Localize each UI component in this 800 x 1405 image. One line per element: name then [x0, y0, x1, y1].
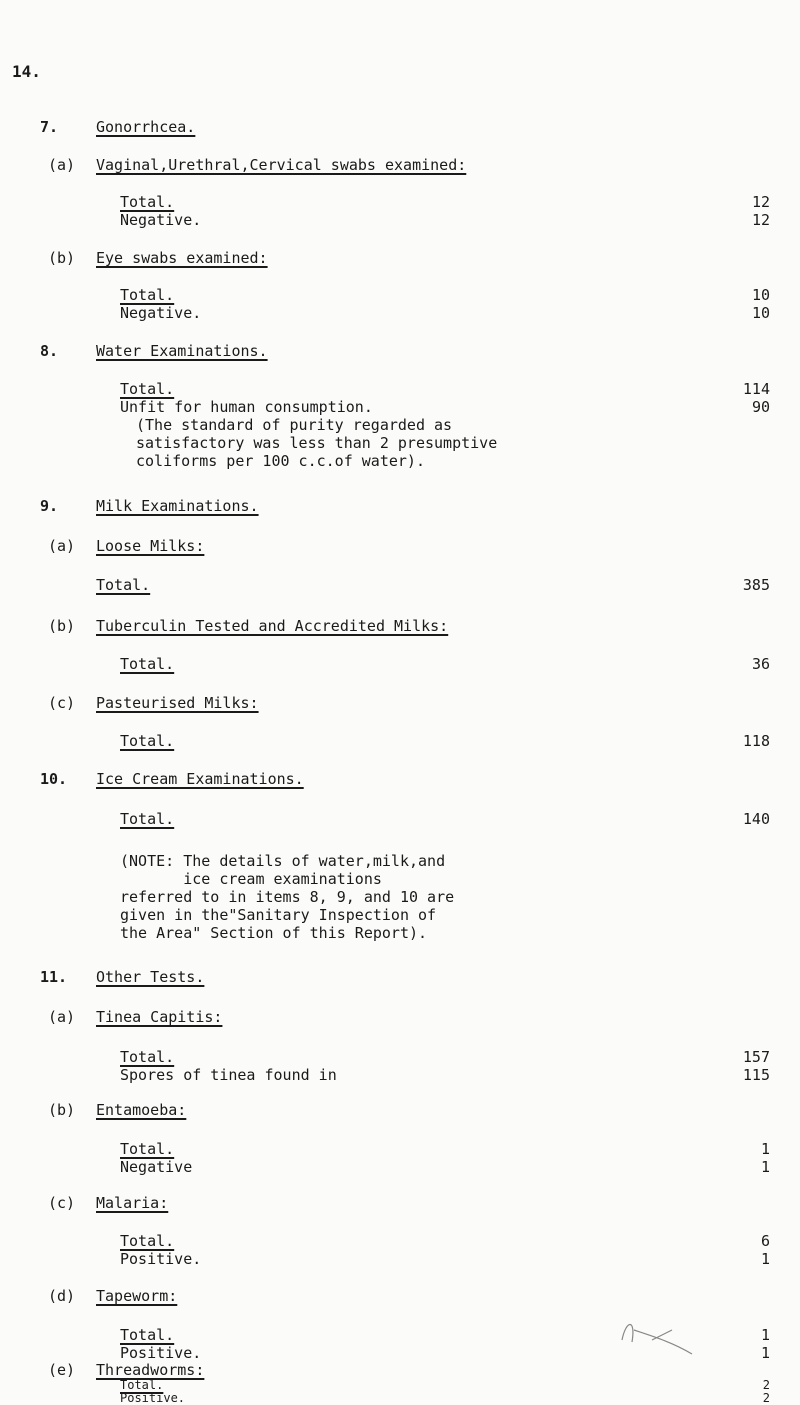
section-8-unfit-value: 90 — [751, 398, 770, 416]
section-10-total-label: Total. — [120, 810, 175, 828]
section-11b-total-value: 1 — [760, 1140, 770, 1158]
section-8-note: (The standard of purity regarded as satisfactory was less than 2 presumptive coliforms per 100 c.c.of water). — [136, 416, 498, 470]
section-11c-total-value: 6 — [760, 1232, 770, 1250]
section-7a-heading: Vaginal,Urethral,Cervical swabs examined: — [96, 156, 467, 174]
section-7b-negative-value: 10 — [751, 304, 770, 322]
section-11d-total-value: 1 — [760, 1326, 770, 1344]
section-9a-heading: Loose Milks: — [96, 537, 205, 555]
section-7b-total-value: 10 — [751, 286, 770, 304]
section-11e-positive-label: Positive. — [120, 1391, 186, 1405]
section-11d-heading: Tapeworm: — [96, 1287, 178, 1305]
section-11d-total-label: Total. — [120, 1326, 175, 1344]
section-11a-spores-label: Spores of tinea found in — [120, 1066, 337, 1084]
section-7a-total-label: Total. — [120, 193, 175, 211]
section-7-number: 7. — [40, 118, 59, 136]
section-11c-heading: Malaria: — [96, 1194, 169, 1212]
section-9a-total-label: Total. — [96, 576, 151, 594]
section-9b-heading: Tuberculin Tested and Accredited Milks: — [96, 617, 449, 635]
section-8-total-value: 114 — [742, 380, 770, 398]
section-7b-heading: Eye swabs examined: — [96, 249, 268, 267]
section-11a-spores-value: 115 — [742, 1066, 770, 1084]
section-9c-heading: Pasteurised Milks: — [96, 694, 259, 712]
section-11d-positive-value: 1 — [760, 1344, 770, 1362]
section-7b-letter: (b) — [48, 249, 76, 267]
section-7a-negative-value: 12 — [751, 211, 770, 229]
section-11d-positive-label: Positive. — [120, 1344, 202, 1362]
section-11b-negative-label: Negative — [120, 1158, 193, 1176]
section-11c-positive-value: 1 — [760, 1250, 770, 1268]
section-10-note: (NOTE: The details of water,milk,and ice cream examinations referred to in items 8, 9, and 10 are given in the"Sanitary Inspection of the Area" Section of this Report). — [120, 852, 455, 942]
section-9c-letter: (c) — [48, 694, 76, 712]
section-9b-total-value: 36 — [751, 655, 770, 673]
section-9a-total-value: 385 — [742, 576, 770, 594]
section-7a-letter: (a) — [48, 156, 76, 174]
section-11b-heading: Entamoeba: — [96, 1101, 187, 1119]
section-11c-total-label: Total. — [120, 1232, 175, 1250]
section-11e-total-value: 2 — [762, 1378, 770, 1392]
section-8-unfit-label: Unfit for human consumption. — [120, 398, 373, 416]
page-number: 14. — [12, 62, 41, 81]
section-11e-letter: (e) — [48, 1361, 76, 1379]
section-11a-letter: (a) — [48, 1008, 76, 1026]
section-11b-letter: (b) — [48, 1101, 76, 1119]
section-8-title: Water Examinations. — [96, 342, 268, 360]
section-11-title: Other Tests. — [96, 968, 205, 986]
section-10-total-value: 140 — [742, 810, 770, 828]
section-7-title: Gonorrhcea. — [96, 118, 196, 136]
section-7a-negative-label: Negative. — [120, 211, 202, 229]
section-8-number: 8. — [40, 342, 59, 360]
section-11b-negative-value: 1 — [760, 1158, 770, 1176]
section-9c-total-label: Total. — [120, 732, 175, 750]
section-9b-letter: (b) — [48, 617, 76, 635]
section-11e-positive-value: 2 — [762, 1391, 770, 1405]
section-9-number: 9. — [40, 497, 59, 515]
section-11b-total-label: Total. — [120, 1140, 175, 1158]
section-9b-total-label: Total. — [120, 655, 175, 673]
pencil-mark-icon — [612, 1300, 722, 1360]
section-11a-heading: Tinea Capitis: — [96, 1008, 223, 1026]
section-11d-letter: (d) — [48, 1287, 76, 1305]
section-11a-total-value: 157 — [742, 1048, 770, 1066]
section-11c-letter: (c) — [48, 1194, 76, 1212]
section-10-number: 10. — [40, 770, 68, 788]
section-11e-total-label: Total. — [120, 1378, 164, 1392]
section-10-title: Ice Cream Examinations. — [96, 770, 304, 788]
section-11e-heading: Threadworms: — [96, 1361, 205, 1379]
section-8-total-label: Total. — [120, 380, 175, 398]
section-9a-letter: (a) — [48, 537, 76, 555]
section-7a-total-value: 12 — [751, 193, 770, 211]
section-7b-negative-label: Negative. — [120, 304, 202, 322]
section-11a-total-label: Total. — [120, 1048, 175, 1066]
section-11-number: 11. — [40, 968, 68, 986]
section-9-title: Milk Examinations. — [96, 497, 259, 515]
section-9c-total-value: 118 — [742, 732, 770, 750]
section-7b-total-label: Total. — [120, 286, 175, 304]
section-11c-positive-label: Positive. — [120, 1250, 202, 1268]
